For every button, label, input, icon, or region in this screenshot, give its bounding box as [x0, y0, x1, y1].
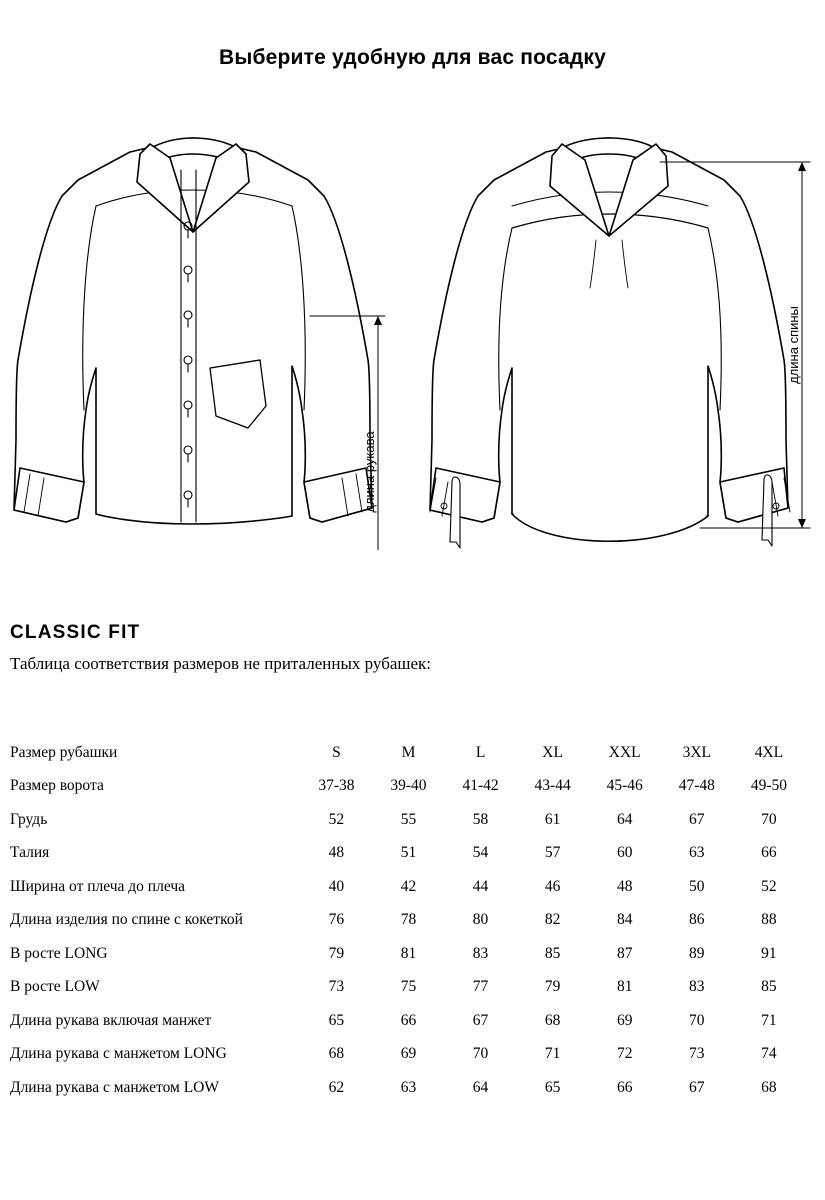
- cell: 54: [472, 844, 489, 862]
- sleeve-length-label: длина рукава: [362, 431, 377, 513]
- table-row: [10, 1038, 805, 1072]
- fit-heading: CLASSIC FIT: [10, 622, 141, 643]
- shirt-diagram: [0, 110, 825, 550]
- cell: 46: [544, 877, 561, 895]
- cell: 63: [400, 1078, 417, 1096]
- cell: 83: [689, 978, 705, 996]
- table-col-xxl: XXL: [608, 743, 641, 761]
- cell: 67: [689, 1078, 705, 1096]
- cell: 39-40: [390, 777, 427, 795]
- cell: 89: [689, 944, 705, 962]
- cell: 80: [472, 911, 489, 929]
- size-table: [10, 736, 805, 1105]
- cell: 64: [616, 810, 633, 828]
- row-label: Размер ворота: [10, 777, 104, 795]
- row-label: В росте LONG: [10, 944, 108, 962]
- cell: 51: [400, 844, 417, 862]
- cell: 75: [400, 978, 417, 996]
- cell: 55: [400, 810, 417, 828]
- cell: 68: [761, 1078, 777, 1096]
- cell: 57: [544, 844, 561, 862]
- cell: 40: [328, 877, 345, 895]
- cell: 73: [328, 978, 345, 996]
- shirt-back-view: [430, 138, 790, 548]
- cell: 81: [400, 944, 417, 962]
- cell: 79: [544, 978, 561, 996]
- cell: 50: [689, 877, 705, 895]
- cell: 82: [544, 911, 561, 929]
- cell: 41-42: [462, 777, 499, 795]
- cell: 85: [761, 978, 777, 996]
- cell: 87: [616, 944, 633, 962]
- cell: 49-50: [750, 777, 787, 795]
- cell: 65: [544, 1078, 561, 1096]
- cell: 47-48: [678, 777, 715, 795]
- table-row: [10, 837, 805, 871]
- cell: 48: [328, 844, 345, 862]
- cell: 64: [472, 1078, 489, 1096]
- cell: 70: [761, 810, 777, 828]
- row-label: Длина рукава с манжетом LOW: [10, 1078, 220, 1096]
- page-title: Выберите удобную для вас посадку: [218, 46, 607, 69]
- table-row: [10, 904, 805, 938]
- table-row: [10, 1004, 805, 1038]
- table-row: [10, 870, 805, 904]
- cell: 88: [761, 911, 777, 929]
- cell: 66: [761, 844, 777, 862]
- cell: 42: [400, 877, 417, 895]
- table-col-m: M: [401, 743, 416, 761]
- cell: 62: [328, 1078, 345, 1096]
- cell: 68: [544, 1011, 561, 1029]
- table-header-row: [10, 736, 805, 770]
- fit-subheading: Таблица соответствия размеров не приталенных рубашек:: [10, 654, 432, 673]
- cell: 76: [328, 911, 345, 929]
- cell: 52: [761, 877, 777, 895]
- table-row: [10, 937, 805, 971]
- cell: 69: [616, 1011, 633, 1029]
- size-table-wrapper: [10, 736, 815, 1105]
- row-label: Талия: [10, 844, 50, 862]
- table-row: [10, 1071, 805, 1105]
- cell: 85: [544, 944, 561, 962]
- cell: 60: [616, 844, 633, 862]
- cell: 79: [328, 944, 345, 962]
- cell: 67: [689, 810, 705, 828]
- table-col-l: L: [475, 743, 486, 761]
- table-row: [10, 770, 805, 804]
- cell: 84: [616, 911, 633, 929]
- cell: 63: [689, 844, 705, 862]
- cell: 44: [472, 877, 489, 895]
- row-label: Ширина от плеча до плеча: [10, 877, 186, 895]
- cell: 52: [328, 810, 345, 828]
- cell: 77: [472, 978, 489, 996]
- cell: 70: [472, 1045, 489, 1063]
- cell: 65: [328, 1011, 345, 1029]
- cell: 43-44: [534, 777, 571, 795]
- cell: 70: [689, 1011, 705, 1029]
- table-row: [10, 803, 805, 837]
- table-col-4xl: 4XL: [754, 743, 784, 761]
- cell: 48: [616, 877, 633, 895]
- cell: 67: [472, 1011, 489, 1029]
- table-col-xl: XL: [542, 743, 563, 761]
- cell: 71: [761, 1011, 777, 1029]
- table-col-s: S: [332, 743, 341, 761]
- cell: 69: [400, 1045, 417, 1063]
- shirt-front-view: [14, 138, 372, 524]
- cell: 78: [400, 911, 417, 929]
- cell: 83: [472, 944, 489, 962]
- row-label: Грудь: [10, 810, 48, 828]
- cell: 81: [616, 978, 633, 996]
- row-label: Длина рукава включая манжет: [10, 1011, 212, 1029]
- cell: 91: [761, 944, 777, 962]
- cell: 72: [616, 1045, 633, 1063]
- cell: 86: [689, 911, 705, 929]
- table-row: [10, 971, 805, 1005]
- cell: 73: [689, 1045, 705, 1063]
- cell: 61: [544, 810, 561, 828]
- cell: 37-38: [318, 777, 355, 795]
- row-label: В росте LOW: [10, 978, 100, 996]
- table-header-label: Размер рубашки: [10, 743, 118, 761]
- cell: 58: [472, 810, 489, 828]
- table-col-3xl: 3XL: [682, 743, 711, 761]
- cell: 74: [761, 1045, 777, 1063]
- row-label: Длина рукава с манжетом LONG: [10, 1045, 227, 1063]
- row-label: Длина изделия по спине с кокеткой: [10, 911, 243, 929]
- cell: 68: [328, 1045, 345, 1063]
- back-length-label: длина спины: [786, 306, 801, 384]
- cell: 66: [616, 1078, 633, 1096]
- cell: 45-46: [606, 777, 643, 795]
- cell: 66: [400, 1011, 417, 1029]
- cell: 71: [544, 1045, 561, 1063]
